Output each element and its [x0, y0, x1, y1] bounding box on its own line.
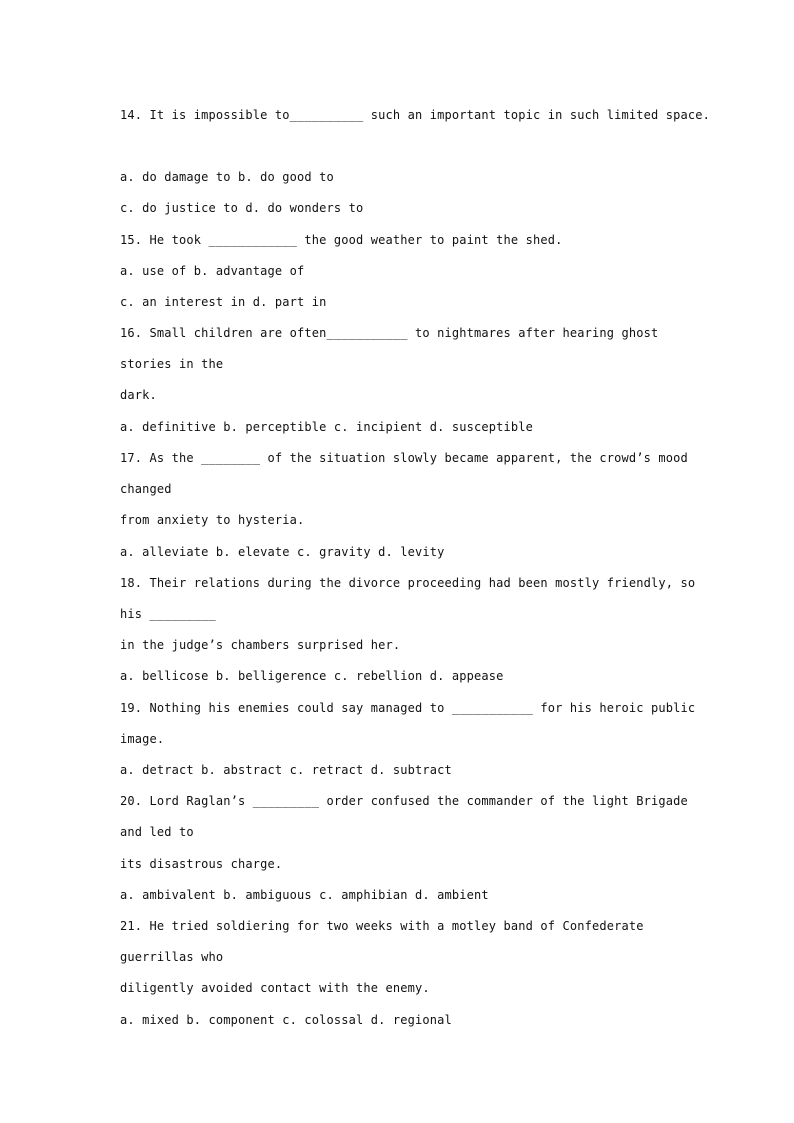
question-20-stem: 20. Lord Raglan’s _________ order confused the commander of the light Brigade: [120, 794, 688, 808]
question-15-options-cd: c. an interest in d. part in: [120, 295, 327, 309]
question-16-stem-cont: stories in the: [120, 357, 224, 371]
question-14-options-cd: c. do justice to d. do wonders to: [120, 201, 364, 215]
question-14-options-ab: a. do damage to b. do good to: [120, 170, 334, 184]
question-16-options: a. definitive b. perceptible c. incipient d. susceptible: [120, 420, 533, 434]
question-20-stem-cont: and led to: [120, 825, 194, 839]
question-15-options-ab: a. use of b. advantage of: [120, 264, 305, 278]
question-19-stem-cont: image.: [120, 732, 165, 746]
question-16-stem: 16. Small children are often___________ to nightmares after hearing ghost: [120, 326, 659, 340]
question-21-stem-cont: diligently avoided contact with the enemy.: [120, 981, 430, 995]
question-19-stem: 19. Nothing his enemies could say managed to ___________ for his heroic public: [120, 701, 696, 715]
question-20-options: a. ambivalent b. ambiguous c. amphibian d. ambient: [120, 888, 489, 902]
question-21-stem: 21. He tried soldiering for two weeks with a motley band of Confederate: [120, 919, 644, 933]
question-18-stem: 18. Their relations during the divorce proceeding had been mostly friendly, so: [120, 576, 696, 590]
question-20-stem-cont: its disastrous charge.: [120, 857, 283, 871]
question-18-stem-cont: in the judge’s chambers surprised her.: [120, 638, 401, 652]
question-21-stem-cont: guerrillas who: [120, 950, 224, 964]
question-17-stem-cont: from anxiety to hysteria.: [120, 513, 305, 527]
question-21-options: a. mixed b. component c. colossal d. regional: [120, 1013, 452, 1027]
question-19-options: a. detract b. abstract c. retract d. subtract: [120, 763, 452, 777]
question-14-stem: 14. It is impossible to__________ such an important topic in such limited space.: [120, 108, 710, 122]
question-16-stem-cont: dark.: [120, 388, 157, 402]
question-18-options: a. bellicose b. belligerence c. rebellion d. appease: [120, 669, 504, 683]
question-17-stem-cont: changed: [120, 482, 172, 496]
question-17-stem: 17. As the ________ of the situation slowly became apparent, the crowd’s mood: [120, 451, 688, 465]
question-15-stem: 15. He took ____________ the good weather to paint the shed.: [120, 233, 563, 247]
question-18-stem-cont: his _________: [120, 607, 216, 621]
question-17-options: a. alleviate b. elevate c. gravity d. levity: [120, 545, 445, 559]
